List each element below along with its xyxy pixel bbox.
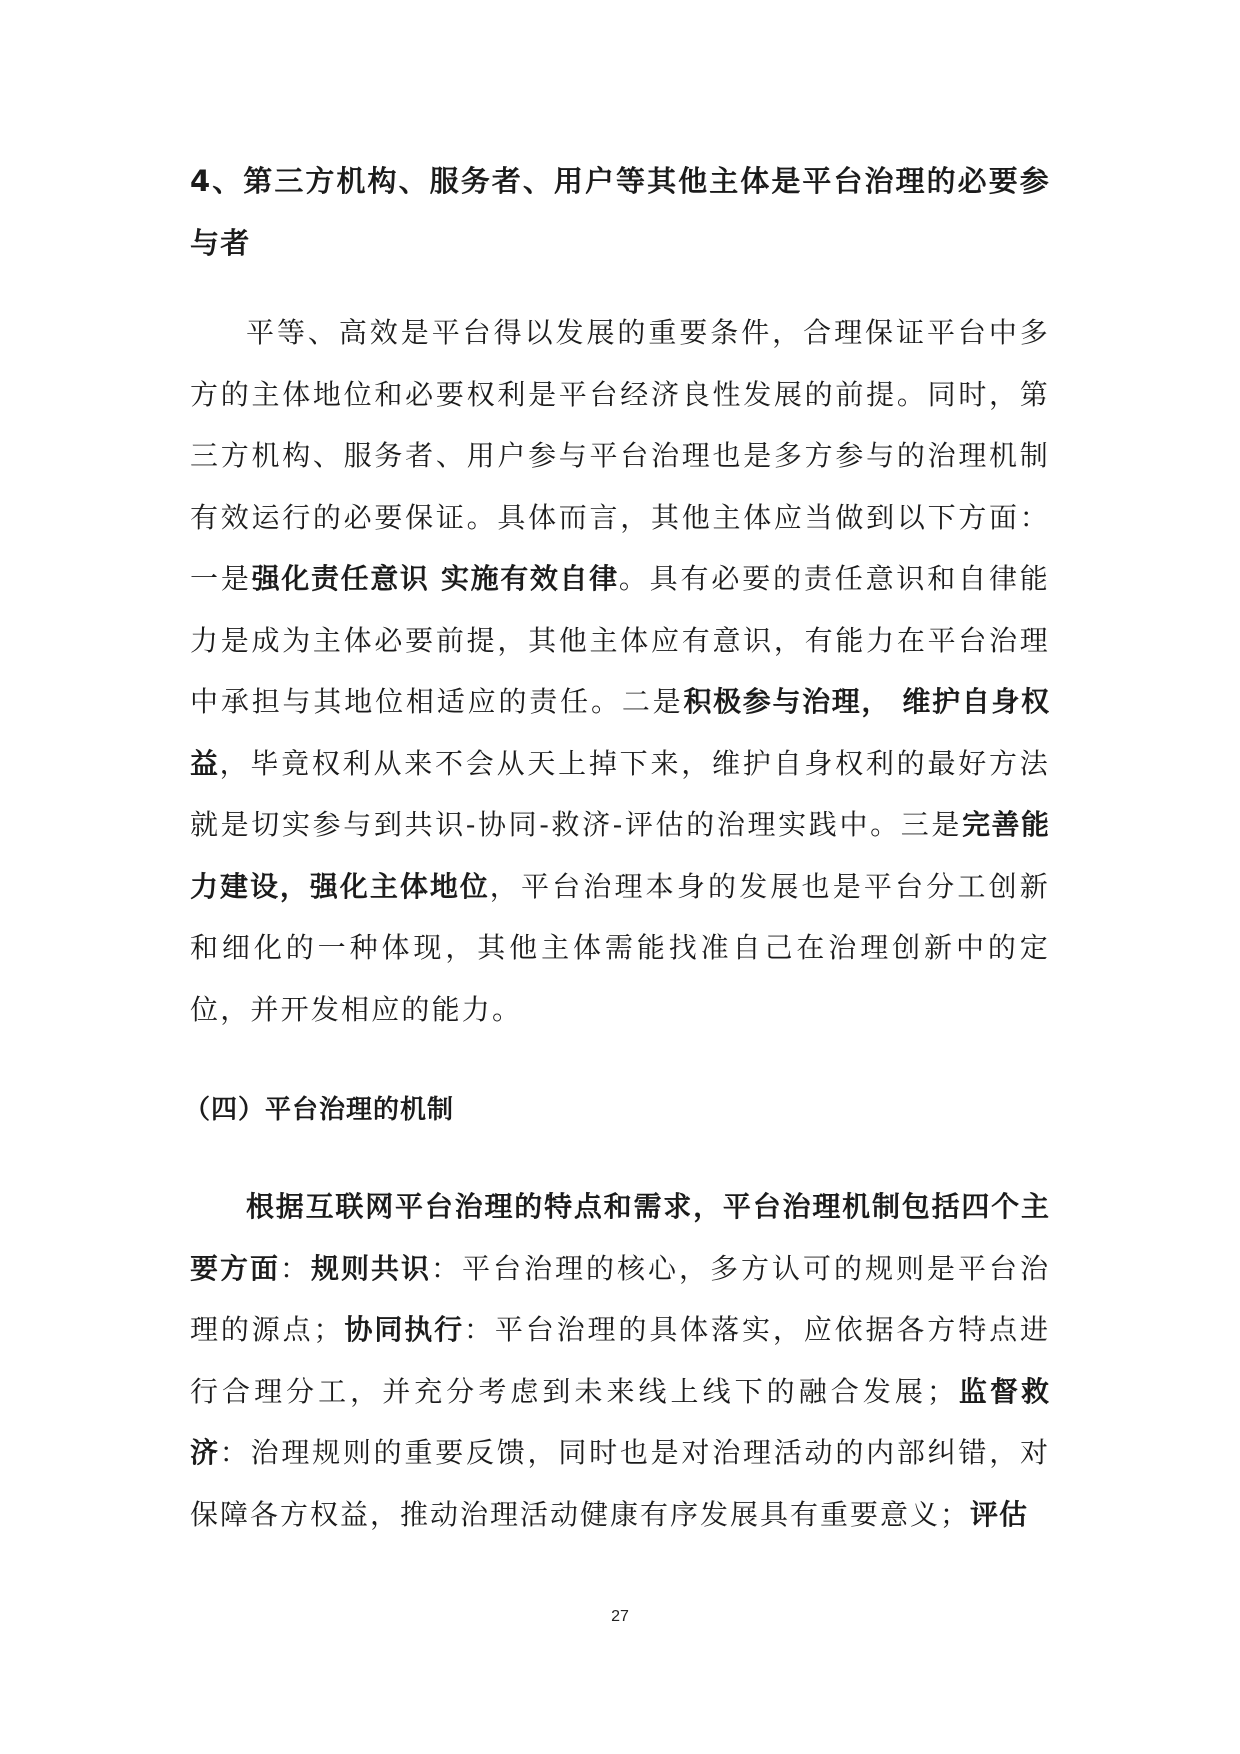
paragraph-text: ：治理规则的重要反馈，同时也是对治理活动的内部纠错，对保障各方权益，推动治理活动健康有序发展具有重要意义； (190, 1436, 1050, 1531)
paragraph-text: ：平台治理的核心，多方认可的规则是平台治理的源点； (190, 1251, 1050, 1346)
document-page (184, 150, 1051, 1545)
body-paragraph (190, 302, 1050, 1040)
emphasis-text: 完善能力建设，强化主体地位 (190, 808, 1050, 903)
paragraph-text: ，平台治理本身的发展也是平台分工创新和细化的一种体现，其他主体需能找准自己在治理创新中的定位，并开发相应的能力。 (190, 869, 1050, 1026)
page-number: 27 (611, 1608, 629, 1625)
subsection-heading: （四）平台治理的机制 (184, 1095, 455, 1125)
term-rule-consensus: 规则共识 (311, 1251, 431, 1285)
emphasis-text: 积极参与治理， 维护自身权益 (190, 685, 1050, 780)
term-evaluation: 评估 (970, 1497, 1029, 1531)
paragraph-text: ：平台治理的具体落实，应依据各方特点进行合理分工，并充分考虑到未来线上线下的融合发展； (190, 1313, 1050, 1408)
term-supervision-remedy: 监督救济 (190, 1374, 1050, 1469)
paragraph-text: ： (280, 1251, 311, 1285)
paragraph-text: 。具有必要的责任意识和自律能力是成为主体必要前提，其他主体应有意识，有能力在平台治理中承担与其地位相适应的责任。二是 (190, 562, 1051, 718)
body-paragraph (190, 1176, 1050, 1545)
paragraph-text: ，毕竟权利从来不会从天上掉下来，维护自身权利的最好方法就是切实参与到共识-协同-救济-评估的治理实践中。三是 (190, 746, 1050, 841)
emphasis-text: 根据互联网平台治理的特点和需求，平台治理机制包括四个主要方面 (190, 1190, 1050, 1285)
paragraph-text: 平等、高效是平台得以发展的重要条件，合理保证平台中多方的主体地位和必要权利是平台经济良性发展的前提。同时，第三方机构、服务者、用户参与平台治理也是多方参与的治理机制有效运行的必要保证。具体而言，其他主体应当做到以下方面：一是 (190, 316, 1050, 595)
section-heading: 4、第三方机构、服务者、用户等其他主体是平台治理的必要参与者 (190, 164, 1050, 260)
term-collaborative-execution: 协同执行 (343, 1313, 464, 1346)
emphasis-text: 强化责任意识 实施有效自律 (251, 562, 619, 595)
